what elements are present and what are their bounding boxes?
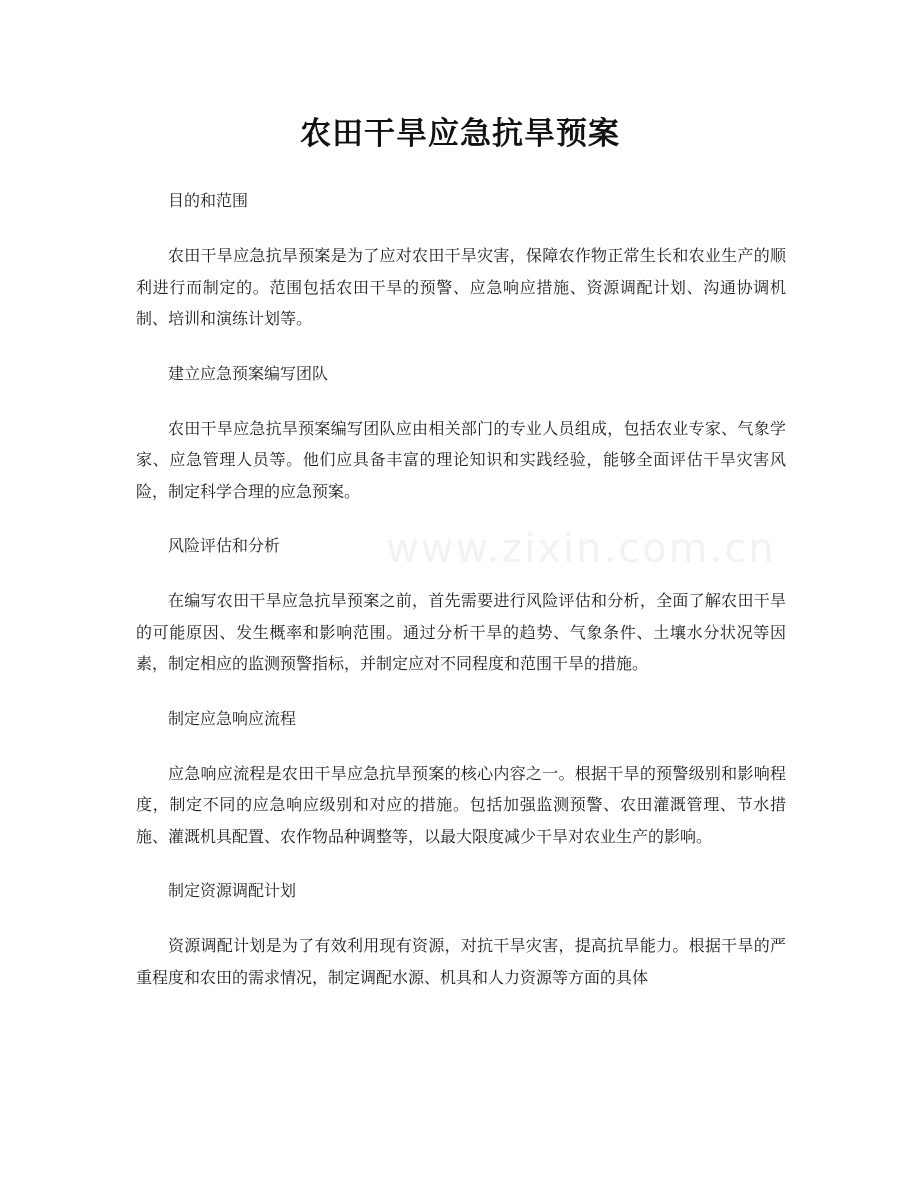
section-heading-risk: 风险评估和分析 <box>168 536 281 555</box>
watermark: www.zixin.com.cn <box>386 526 776 572</box>
section-heading-response: 制定应急响应流程 <box>168 708 297 728</box>
section-heading-resources: 制定资源调配计划 <box>168 881 297 900</box>
document-body <box>136 186 786 1017</box>
page-title: 农田干旱应急抗旱预案 <box>300 116 620 152</box>
section-heading-purpose: 目的和范围 <box>168 191 249 210</box>
section-paragraph-risk: 在编写农田干旱应急抗旱预案之前，首先需要进行风险评估和分析，全面了解农田干旱的可能原因、发生概率和影响范围。通过分析干旱的趋势、气象条件、土壤水分状况等因素，制定相应的监测预警指标，并制定应对不同程度和范围干旱的措施。 <box>136 591 786 673</box>
section-paragraph-purpose: 农田干旱应急抗旱预案是为了应对农田干旱灾害，保障农作物正常生长和农业生产的顺利进行而制定的。范围包括农田干旱的预警、应急响应措施、资源调配计划、沟通协调机制、培训和演练计划等。 <box>136 246 786 328</box>
section-paragraph-resources: 资源调配计划是为了有效利用现有资源，对抗干旱灾害，提高抗旱能力。根据干旱的严重程度和农田的需求情况，制定调配水源、机具和人力资源等方面的具体 <box>136 936 786 987</box>
section-paragraph-team: 农田干旱应急抗旱预案编写团队应由相关部门的专业人员组成，包括农业专家、气象学家、应急管理人员等。他们应具备丰富的理论知识和实践经验，能够全面评估干旱灾害风险，制定科学合理的应急预案。 <box>136 418 786 501</box>
section-heading-team: 建立应急预案编写团队 <box>168 363 329 383</box>
section-paragraph-response: 应急响应流程是农田干旱应急抗旱预案的核心内容之一。根据干旱的预警级别和影响程度，制定不同的应急响应级别和对应的措施。包括加强监测预警、农田灌溉管理、节水措施、灌溉机具配置、农作物品种调整等，以最大限度减少干旱对农业生产的影响。 <box>136 763 786 846</box>
